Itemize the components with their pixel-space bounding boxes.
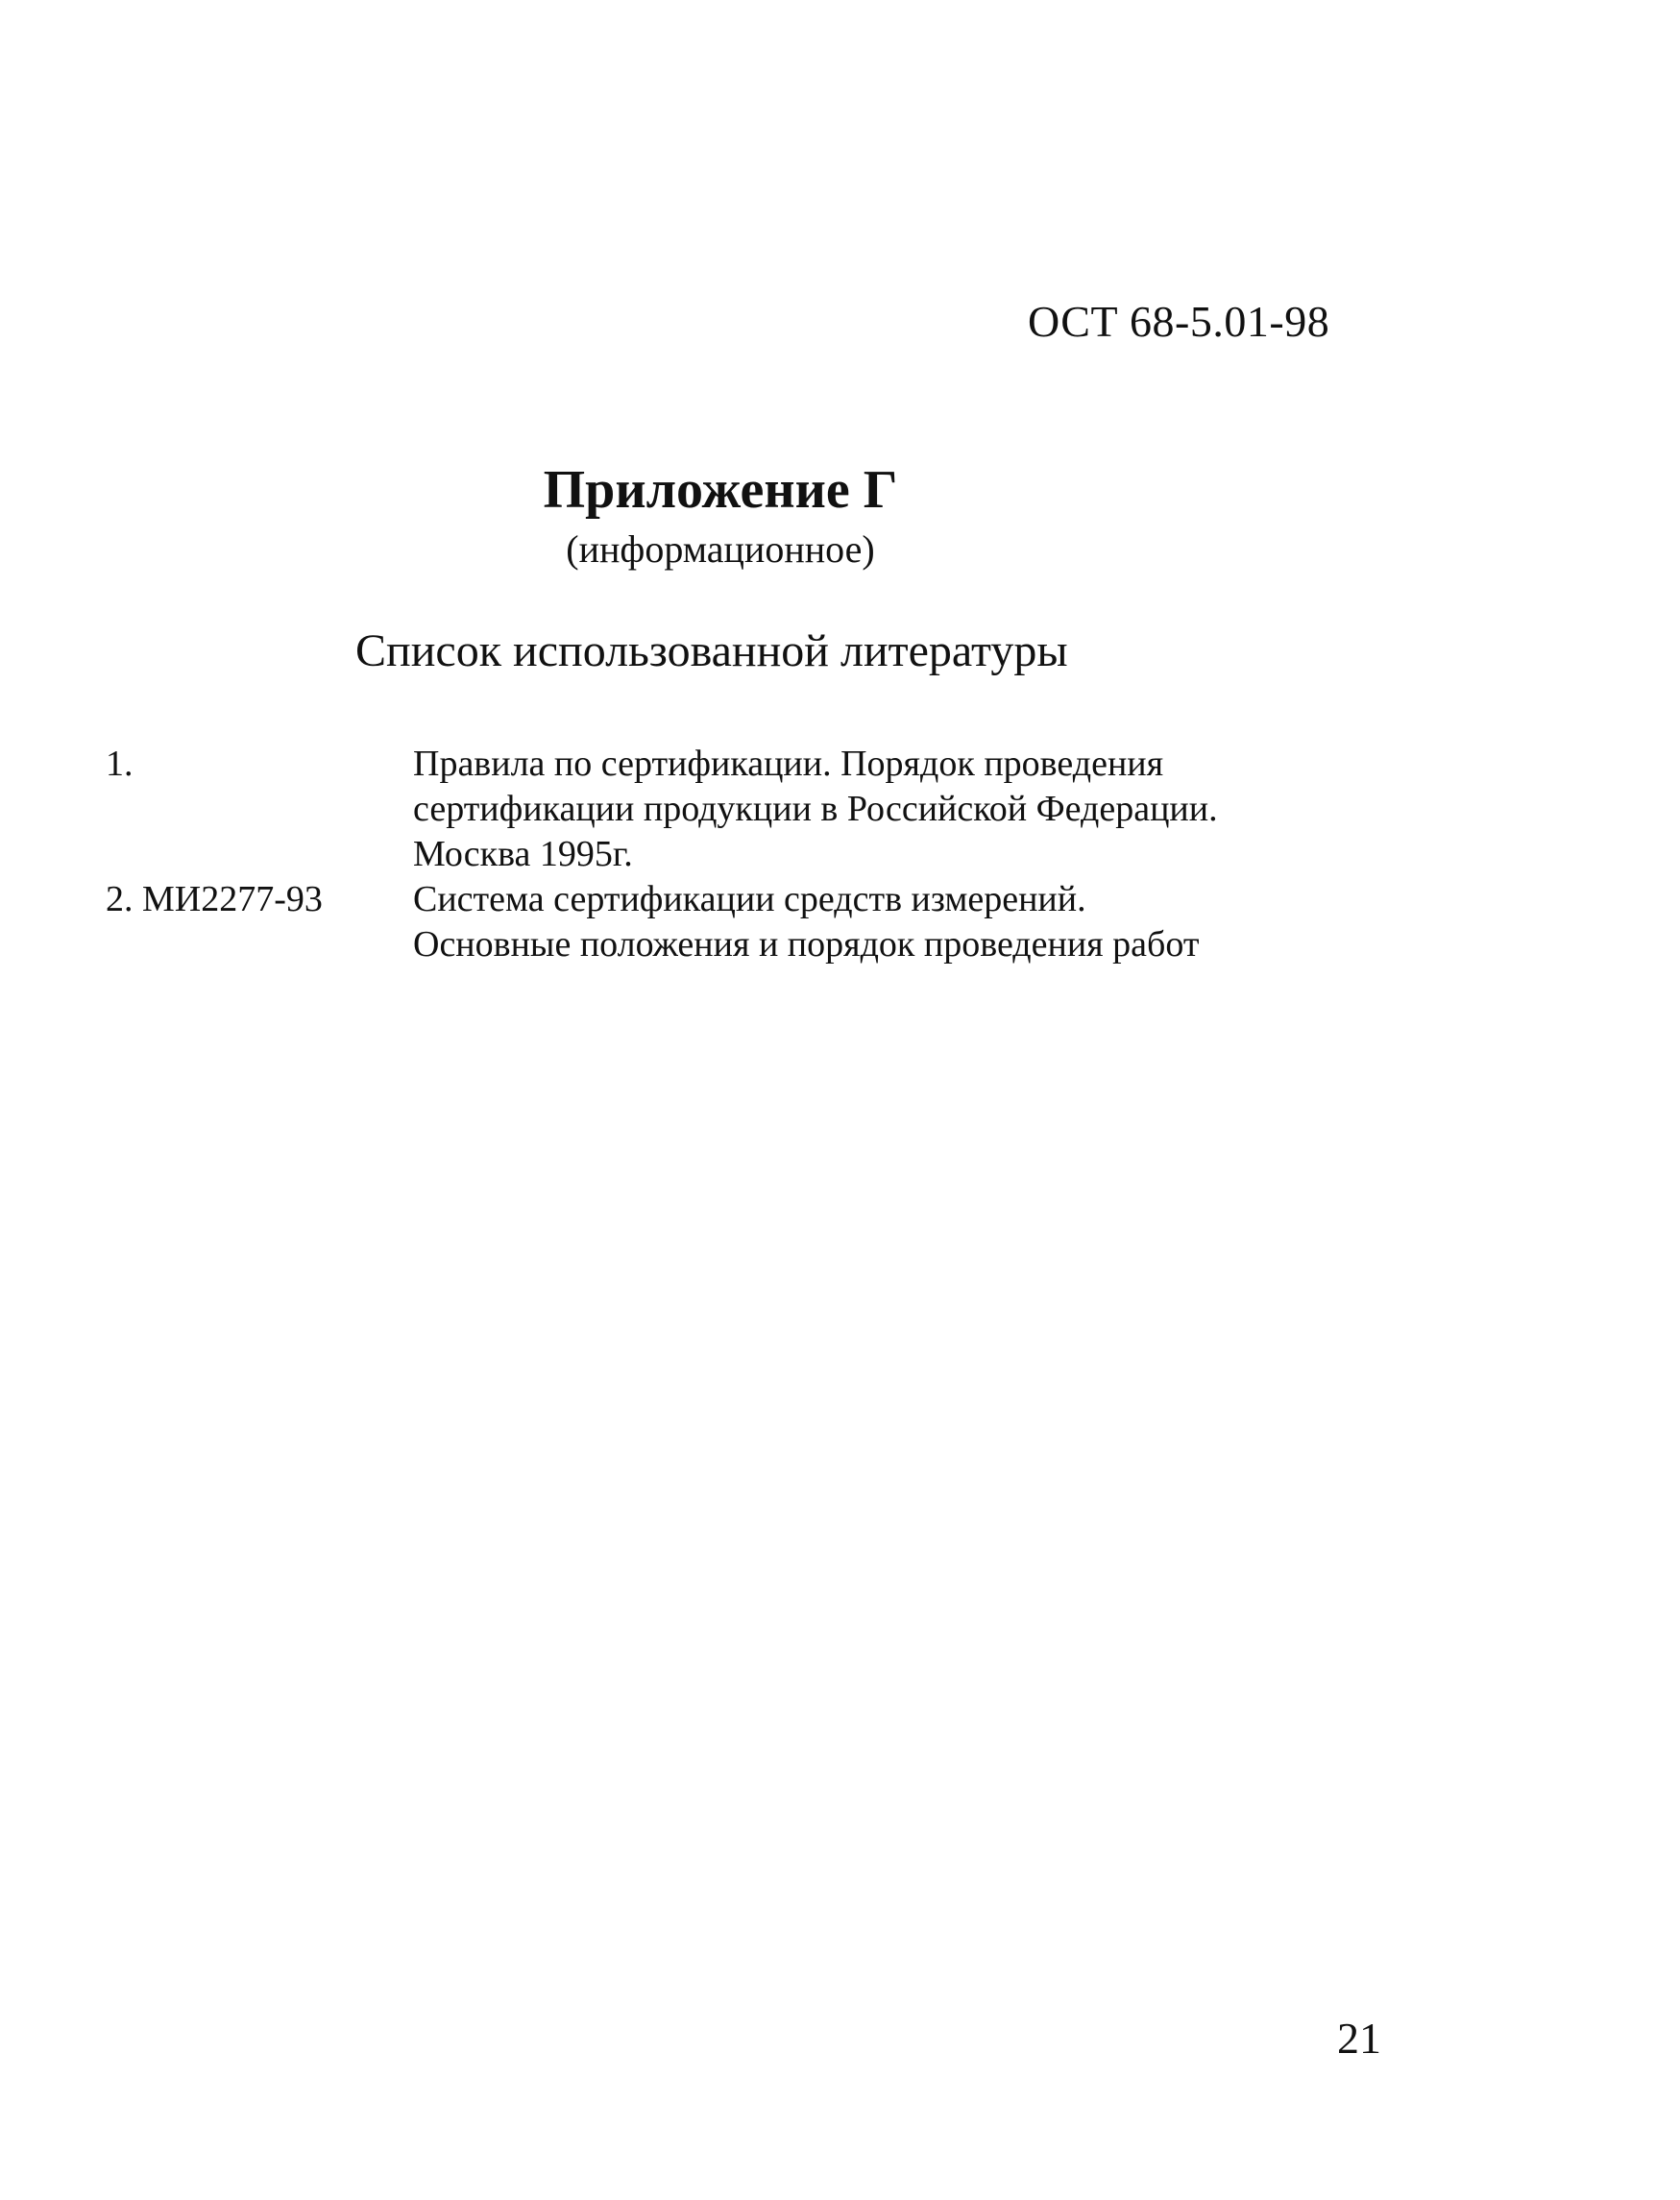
page-number: 21: [1337, 2014, 1381, 2063]
document-code: ОСТ 68-5.01-98: [1028, 297, 1330, 346]
reference-number: 1.: [106, 744, 134, 784]
references-heading: Список использованной литературы: [355, 625, 1068, 676]
reference-item-2: [106, 877, 1354, 967]
reference-line: Система сертификации средств измерений.: [413, 879, 1086, 919]
reference-line: Правила по сертификации. Порядок проведения: [413, 744, 1164, 784]
reference-item-1: [106, 742, 1354, 877]
appendix-title: Приложение Г: [543, 460, 898, 520]
reference-text: [413, 877, 1354, 967]
reference-line: Москва 1995г.: [413, 834, 633, 874]
appendix-subtitle: (информационное): [566, 527, 875, 571]
reference-line: сертификации продукции в Российской Федерации.: [413, 789, 1218, 829]
reference-number: 2. МИ2277-93: [106, 879, 323, 919]
reference-line: Основные положения и порядок проведения работ: [413, 924, 1200, 965]
reference-text: [413, 742, 1354, 877]
references-list: [106, 742, 1354, 967]
